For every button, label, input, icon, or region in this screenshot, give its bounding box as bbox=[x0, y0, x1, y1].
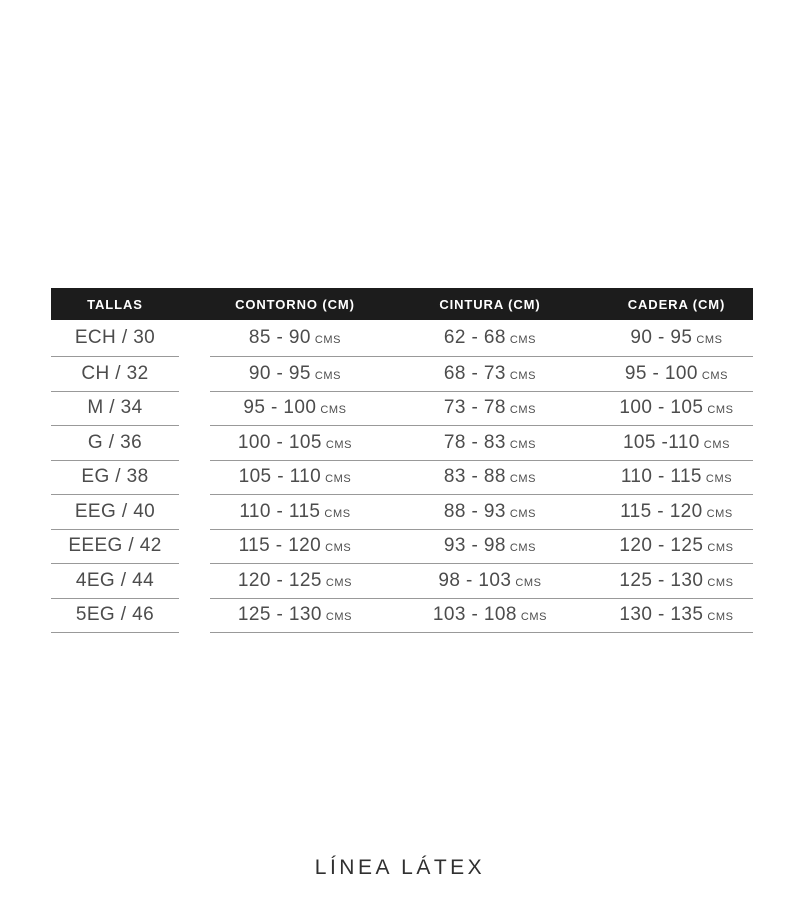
unit-label: CMS bbox=[325, 438, 353, 451]
contorno-value: 95 - 100 bbox=[243, 397, 317, 419]
unit-label: CMS bbox=[520, 611, 548, 624]
table-row bbox=[51, 530, 753, 565]
cadera-value: 130 - 135 bbox=[619, 604, 704, 626]
cintura-cell bbox=[380, 495, 600, 529]
table-row bbox=[51, 320, 753, 357]
size-cell bbox=[51, 461, 179, 496]
cadera-cell bbox=[600, 461, 753, 495]
unit-label: CMS bbox=[707, 576, 734, 589]
cintura-cell bbox=[380, 461, 600, 495]
cintura-cell bbox=[380, 599, 600, 633]
cadera-value: 95 - 100 bbox=[624, 362, 698, 384]
contorno-cell bbox=[210, 461, 380, 495]
column-gap bbox=[179, 530, 210, 565]
table-row bbox=[51, 599, 753, 634]
header-cintura-label: CINTURA (CM) bbox=[439, 296, 541, 312]
cadera-cell bbox=[600, 320, 753, 356]
measure-group bbox=[210, 530, 753, 565]
unit-label: CMS bbox=[325, 542, 352, 555]
contorno-value: 105 - 110 bbox=[238, 466, 322, 488]
cadera-cell bbox=[600, 426, 753, 460]
cintura-cell bbox=[380, 426, 600, 460]
contorno-value: 85 - 90 bbox=[248, 327, 311, 348]
table-row bbox=[51, 564, 753, 599]
column-gap bbox=[179, 599, 210, 634]
unit-label: CMS bbox=[515, 576, 542, 589]
size-cell bbox=[51, 426, 179, 461]
header-contorno-label: CONTORNO (CM) bbox=[235, 296, 355, 312]
measure-group bbox=[210, 357, 753, 392]
size-value: 4EG / 44 bbox=[75, 569, 155, 591]
unit-label: CMS bbox=[325, 473, 352, 486]
unit-label: CMS bbox=[314, 369, 342, 382]
header-cintura bbox=[380, 297, 600, 312]
column-gap bbox=[179, 392, 210, 427]
column-gap bbox=[179, 426, 210, 461]
column-gap bbox=[179, 320, 210, 357]
cadera-cell bbox=[600, 357, 753, 391]
unit-label: CMS bbox=[325, 576, 353, 589]
header-tallas-label: TALLAS bbox=[87, 296, 143, 312]
cintura-value: 103 - 108 bbox=[432, 604, 517, 626]
contorno-cell bbox=[210, 320, 380, 356]
measure-group bbox=[210, 392, 753, 427]
size-value: CH / 32 bbox=[81, 362, 149, 384]
unit-label: CMS bbox=[701, 369, 729, 382]
cadera-value: 100 - 105 bbox=[619, 397, 704, 419]
contorno-cell bbox=[210, 392, 380, 426]
contorno-cell bbox=[210, 426, 380, 460]
cintura-cell bbox=[380, 320, 600, 356]
header-cadera bbox=[600, 297, 753, 312]
cintura-value: 68 - 73 bbox=[443, 362, 506, 384]
contorno-value: 90 - 95 bbox=[248, 362, 311, 384]
unit-label: CMS bbox=[324, 507, 351, 520]
unit-label: CMS bbox=[509, 473, 537, 486]
unit-label: CMS bbox=[509, 369, 537, 382]
table-row bbox=[51, 461, 753, 496]
unit-label: CMS bbox=[509, 404, 537, 417]
cadera-value: 125 - 130 bbox=[619, 569, 704, 591]
unit-label: CMS bbox=[703, 438, 731, 451]
header-measure-group bbox=[210, 297, 753, 312]
contorno-value: 110 - 115 bbox=[239, 500, 321, 522]
size-cell bbox=[51, 599, 179, 634]
cadera-value: 120 - 125 bbox=[619, 535, 704, 557]
unit-label: CMS bbox=[509, 507, 537, 520]
contorno-cell bbox=[210, 495, 380, 529]
unit-label: CMS bbox=[314, 334, 342, 346]
measure-group bbox=[210, 320, 753, 357]
contorno-cell bbox=[210, 357, 380, 391]
size-value: G / 36 bbox=[87, 431, 143, 453]
size-cell bbox=[51, 495, 179, 530]
size-value: EEG / 40 bbox=[74, 500, 156, 522]
size-table-header-bar bbox=[51, 288, 753, 320]
column-gap bbox=[179, 461, 210, 496]
cintura-value: 88 - 93 bbox=[443, 500, 506, 522]
measure-group bbox=[210, 426, 753, 461]
cintura-value: 98 - 103 bbox=[438, 569, 512, 591]
unit-label: CMS bbox=[705, 473, 733, 486]
unit-label: CMS bbox=[320, 404, 347, 417]
size-value: ECH / 30 bbox=[74, 327, 156, 348]
unit-label: CMS bbox=[325, 611, 353, 624]
table-row bbox=[51, 426, 753, 461]
unit-label: CMS bbox=[706, 507, 733, 520]
line-name-caption: LÍNEA LÁTEX bbox=[314, 856, 486, 879]
unit-label: CMS bbox=[696, 334, 723, 346]
table-row bbox=[51, 357, 753, 392]
size-value: EG / 38 bbox=[81, 466, 149, 488]
header-tallas bbox=[51, 297, 179, 312]
contorno-cell bbox=[210, 564, 380, 598]
header-contorno bbox=[210, 297, 380, 312]
column-gap bbox=[179, 495, 210, 530]
cintura-value: 93 - 98 bbox=[443, 535, 506, 557]
cadera-value: 110 - 115 bbox=[620, 466, 702, 488]
cintura-value: 73 - 78 bbox=[443, 397, 506, 419]
contorno-value: 125 - 130 bbox=[237, 604, 322, 626]
cintura-cell bbox=[380, 530, 600, 564]
column-gap bbox=[179, 357, 210, 392]
cadera-value: 115 - 120 bbox=[620, 500, 703, 522]
cintura-cell bbox=[380, 564, 600, 598]
cadera-cell bbox=[600, 495, 753, 529]
header-cadera-label: CADERA (CM) bbox=[627, 296, 726, 312]
contorno-value: 115 - 120 bbox=[238, 535, 322, 557]
unit-label: CMS bbox=[707, 404, 734, 417]
size-cell bbox=[51, 320, 179, 357]
measure-group bbox=[210, 495, 753, 530]
unit-label: CMS bbox=[509, 334, 537, 346]
cintura-value: 83 - 88 bbox=[443, 466, 506, 488]
contorno-value: 120 - 125 bbox=[237, 569, 322, 591]
cintura-value: 78 - 83 bbox=[443, 431, 506, 453]
unit-label: CMS bbox=[707, 542, 734, 555]
size-cell bbox=[51, 392, 179, 427]
size-cell bbox=[51, 530, 179, 565]
size-value: M / 34 bbox=[87, 397, 143, 419]
cintura-cell bbox=[380, 392, 600, 426]
cadera-value: 90 - 95 bbox=[630, 327, 693, 348]
measure-group bbox=[210, 461, 753, 496]
contorno-value: 100 - 105 bbox=[237, 431, 322, 453]
measure-group bbox=[210, 564, 753, 599]
size-chart-table bbox=[51, 288, 753, 633]
cadera-value: 105 -110 bbox=[622, 431, 700, 453]
table-row bbox=[51, 495, 753, 530]
unit-label: CMS bbox=[707, 611, 734, 624]
measure-group bbox=[210, 599, 753, 634]
contorno-cell bbox=[210, 530, 380, 564]
cintura-value: 62 - 68 bbox=[443, 327, 506, 348]
unit-label: CMS bbox=[509, 438, 537, 451]
table-row bbox=[51, 392, 753, 427]
size-cell bbox=[51, 357, 179, 392]
size-cell bbox=[51, 564, 179, 599]
cadera-cell bbox=[600, 530, 753, 564]
contorno-cell bbox=[210, 599, 380, 633]
cintura-cell bbox=[380, 357, 600, 391]
size-value: 5EG / 46 bbox=[75, 604, 155, 626]
size-value: EEEG / 42 bbox=[68, 535, 162, 557]
cadera-cell bbox=[600, 392, 753, 426]
cadera-cell bbox=[600, 564, 753, 598]
column-gap bbox=[179, 564, 210, 599]
cadera-cell bbox=[600, 599, 753, 633]
unit-label: CMS bbox=[509, 542, 537, 555]
